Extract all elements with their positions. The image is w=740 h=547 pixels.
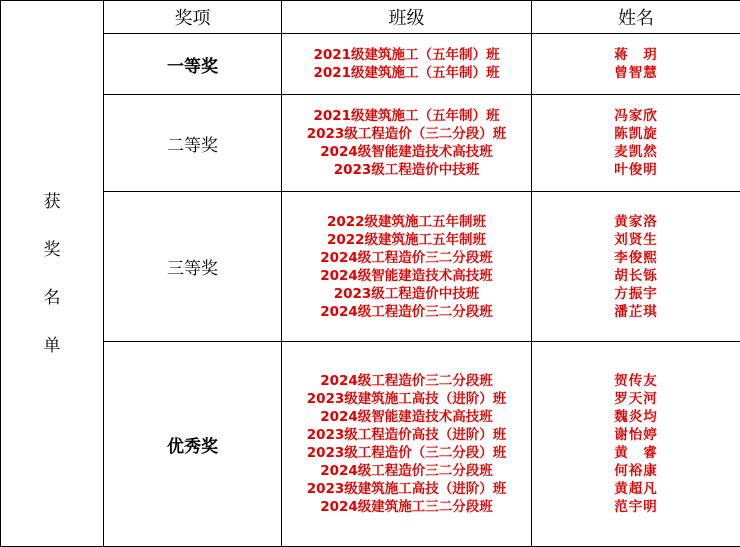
list-title-char: 奖	[43, 239, 61, 260]
name-entry: 贺传友	[614, 373, 658, 389]
class-list	[282, 342, 532, 547]
class-list	[282, 34, 532, 95]
class-entry: 2023级工程造价中技班	[333, 162, 480, 178]
name-entry: 范宇明	[614, 499, 658, 515]
name-entry: 陈凯旋	[614, 126, 658, 142]
list-title-char: 名	[43, 287, 61, 308]
header-award: 奖项	[104, 1, 282, 34]
class-entry: 2023级建筑施工高技（进阶）班	[306, 481, 507, 497]
header-class: 班级	[282, 1, 532, 34]
name-entry: 冯家欣	[614, 108, 658, 124]
header-name: 姓名	[532, 1, 740, 34]
award-group-third	[1, 192, 740, 342]
class-entry: 2024级工程造价三二分段班	[320, 373, 493, 389]
name-entry: 谢怡婷	[614, 427, 658, 443]
class-list	[282, 95, 532, 192]
list-title-cell	[1, 1, 104, 547]
list-title-char: 单	[43, 335, 61, 356]
class-entry: 2024级工程造价三二分段班	[320, 463, 493, 479]
name-entry: 黄家洛	[614, 213, 658, 230]
name-entry: 刘贤生	[614, 231, 658, 248]
name-list	[532, 342, 740, 547]
award-name: 优秀奖	[104, 342, 282, 547]
class-entry: 2024级工程造价三二分段班	[320, 303, 493, 320]
class-entry: 2024级智能建造技术高技班	[320, 409, 493, 425]
class-entry: 2021级建筑施工（五年制）班	[313, 47, 500, 63]
class-list	[282, 192, 532, 342]
class-entry: 2024级智能建造技术高技班	[320, 267, 493, 284]
name-entry: 潘芷琪	[614, 303, 658, 320]
class-entry: 2023级工程造价中技班	[333, 285, 480, 302]
name-entry: 李俊熙	[614, 249, 658, 266]
name-entry: 魏炎均	[614, 409, 658, 425]
list-title-char: 获	[43, 191, 61, 212]
class-entry: 2024级工程造价三二分段班	[320, 249, 493, 266]
class-entry: 2021级建筑施工（五年制）班	[313, 65, 500, 81]
name-entry: 黄超凡	[614, 481, 658, 497]
class-entry: 2021级建筑施工（五年制）班	[313, 108, 500, 124]
name-entry: 叶俊明	[614, 162, 658, 178]
award-name: 一等奖	[104, 34, 282, 95]
class-entry: 2024级智能建造技术高技班	[320, 144, 493, 160]
header-row	[1, 1, 740, 34]
class-entry: 2024级建筑施工三二分段班	[320, 499, 493, 515]
class-entry: 2022级建筑施工五年制班	[326, 231, 487, 248]
name-entry: 麦凯然	[614, 144, 658, 160]
award-name: 二等奖	[104, 95, 282, 192]
name-list	[532, 34, 740, 95]
award-name: 三等奖	[104, 192, 282, 342]
class-entry: 2023级建筑施工高技（进阶）班	[306, 391, 507, 407]
name-entry: 罗天河	[614, 391, 658, 407]
name-list	[532, 192, 740, 342]
class-entry: 2023级工程造价高技（进阶）班	[306, 427, 507, 443]
name-entry: 黄 睿	[614, 445, 658, 461]
class-entry: 2023级工程造价（三二分段）班	[306, 445, 507, 461]
name-list	[532, 95, 740, 192]
name-entry: 蒋 玥	[614, 47, 658, 63]
award-group-merit	[1, 342, 740, 547]
name-entry: 曾智慧	[614, 65, 658, 81]
name-entry: 何裕康	[614, 463, 658, 479]
name-entry: 方振宇	[614, 285, 658, 302]
award-group-first	[1, 34, 740, 95]
award-group-second	[1, 95, 740, 192]
class-entry: 2023级工程造价（三二分段）班	[306, 126, 507, 142]
name-entry: 胡长铄	[614, 267, 658, 284]
class-entry: 2022级建筑施工五年制班	[326, 213, 487, 230]
